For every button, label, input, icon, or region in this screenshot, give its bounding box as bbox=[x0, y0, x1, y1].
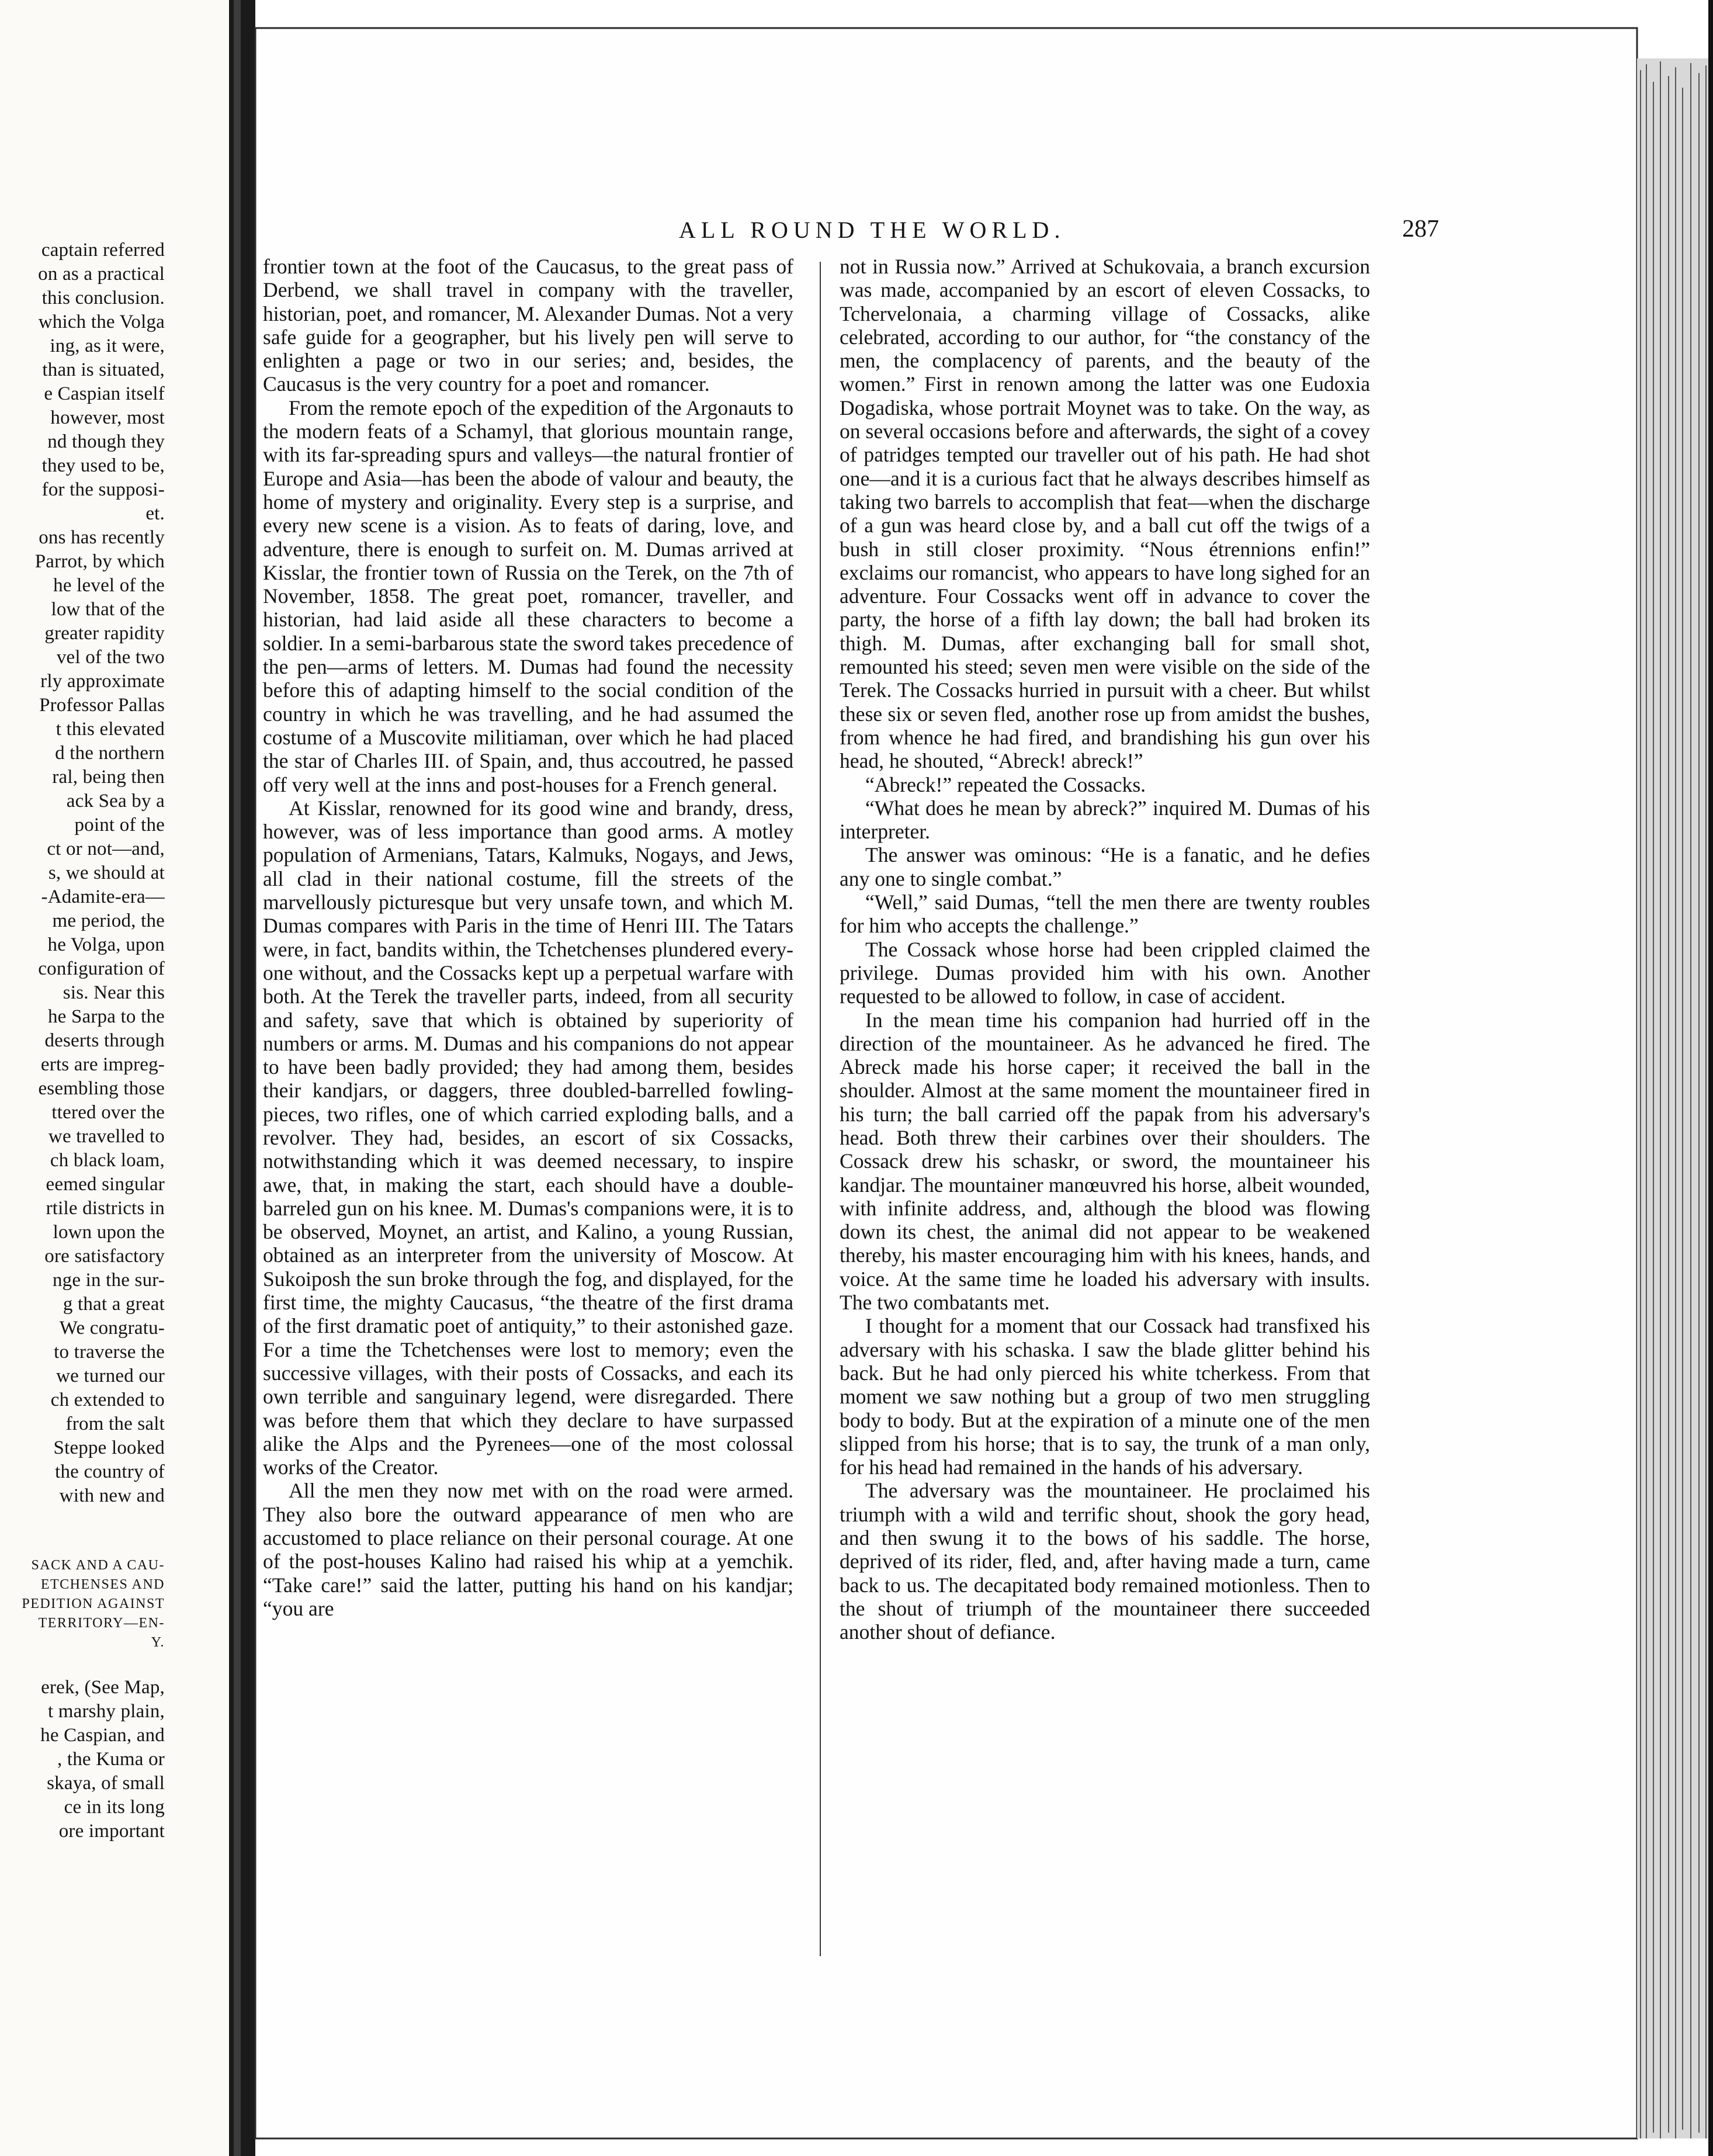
facing-page-caption-line: TERRITORY—EN- bbox=[38, 1616, 165, 1631]
facing-page-line: the country of bbox=[55, 1461, 165, 1482]
facing-page-line: greater rapidity bbox=[44, 623, 165, 644]
article-paragraph: The Cossack whose horse had been crippled claimed the privilege. Dumas provided him with his own. Another requested to be allowed to follow, in case of accident. bbox=[840, 937, 1370, 1008]
article-paragraph: At Kisslar, renowned for its good wine and brandy, dress, however, was of less importance than good arms. A motley population of Armenians, Tatars, Kalmuks, Nogays, and Jews, all clad in their national costume, fill the streets of the marvellously picturesque but very unsafe town, and which M. Dumas compares with Paris in the time of Henri III. The Tatars were, in fact, bandits within, the Tchetchenses plundered every-one without, and the Cossacks kept up a perpetual warfare with both. At the Terek the traveller parts, indeed, from all security and safety, save that which is obtained by superiority of numbers or arms. M. Dumas and his companions do not appear to have been badly provided; they had among them, besides their kandjars, or daggers, three doubled-barrelled fowling-pieces, two rifles, one of which carried exploding balls, and a revolver. They had, besides, an escort of six Cossacks, notwithstanding which it was deemed necessary, to inspire awe, that, in making the start, each should have a double-barreled gun on his knee. M. Dumas's companions were, it is to be observed, Moynet, an artist, and Kalino, a young Russian, obtained as an interpreter from the university of Moscow. At Sukoiposh the sun broke through the fog, and displayed, for the first time, the mighty Caucasus, “the theatre of the first drama of the first dramatic poet of antiquity,” to their astonished gaze. For a time the Tchetchenses were lost to memory; even the successive villages, with their posts of Cossacks, and each its own terrible and sanguinary legend, were disregarded. There was before them that which they declare to have surpassed alike the Alps and the Pyrenees—one of the most colossal works of the Creator. bbox=[263, 796, 793, 1479]
column-rule bbox=[820, 262, 821, 1956]
facing-page-line: to traverse the bbox=[54, 1342, 165, 1363]
facing-page-caption-line: PEDITION AGAINST bbox=[22, 1596, 165, 1611]
article-paragraph: frontier town at the foot of the Caucasus, to the great pass of Derbend, we shall travel in company with the traveller, historian, poet, and romancer, M. Alexander Dumas. Not a very safe guide for a geographer, but his lively pen will serve to enlighten a page or two in our series; and, besides, the Caucasus is the very country for a poet and romancer. bbox=[263, 255, 793, 396]
facing-page-line: we turned our bbox=[56, 1365, 165, 1387]
facing-page-line: e Caspian itself bbox=[44, 383, 165, 404]
facing-page-line: d the northern bbox=[55, 743, 165, 764]
facing-page-line: he level of the bbox=[53, 575, 165, 596]
text-column-left bbox=[263, 255, 793, 1620]
facing-page-line: esembling those bbox=[38, 1078, 165, 1099]
facing-page-line: t this elevated bbox=[56, 719, 165, 740]
facing-page-line: ct or not—and, bbox=[47, 838, 165, 859]
facing-page-line: this conclusion. bbox=[41, 287, 165, 309]
text-column-right bbox=[840, 255, 1370, 1644]
facing-page-line: ons has recently bbox=[39, 527, 165, 548]
facing-page-line: ore satisfactory bbox=[44, 1246, 165, 1267]
facing-page-line: ral, being then bbox=[52, 767, 165, 788]
facing-page-line: rly approximate bbox=[40, 671, 165, 692]
facing-page bbox=[0, 0, 229, 2156]
facing-page-caption-line: ETCHENSES AND bbox=[40, 1577, 165, 1592]
facing-page-line: ce in its long bbox=[64, 1797, 165, 1818]
facing-page-line: he Caspian, and bbox=[40, 1725, 165, 1746]
facing-page-line: Parrot, by which bbox=[34, 551, 165, 572]
facing-page-text bbox=[0, 238, 165, 1843]
article-paragraph: The adversary was the mountaineer. He proclaimed his triumph with a wild and terrific shout, shook the gory head, and then swung it to the bows of his saddle. The horse, deprived of its rider, fled, and, after having made a turn, came back to us. The decapitated body remained motionless. Then to the shout of triumph of the mountaineer there succeeded another shout of defiance. bbox=[840, 1479, 1370, 1644]
facing-page-line: ttered over the bbox=[51, 1102, 165, 1123]
facing-page-line: eemed singular bbox=[46, 1174, 165, 1195]
facing-page-gap bbox=[0, 1508, 165, 1556]
facing-page-line: configuration of bbox=[38, 958, 165, 979]
facing-page-line: erts are impreg- bbox=[40, 1054, 165, 1075]
facing-page-line: erek, (See Map, bbox=[41, 1677, 165, 1698]
facing-page-line: captain referred bbox=[41, 240, 165, 261]
facing-page-line: for the supposi- bbox=[41, 479, 165, 500]
facing-page-line: s, we should at bbox=[48, 862, 165, 883]
facing-page-line: however, most bbox=[50, 407, 165, 428]
facing-page-line: Steppe looked bbox=[53, 1437, 165, 1458]
facing-page-caption-line: SACK AND A CAU- bbox=[31, 1558, 165, 1573]
facing-page-line: Professor Pallas bbox=[39, 695, 165, 716]
facing-page-line: ch black loam, bbox=[50, 1150, 165, 1171]
facing-page-line: low that of the bbox=[51, 599, 165, 620]
facing-page-gap bbox=[0, 1652, 165, 1676]
facing-page-line: ore important bbox=[58, 1821, 165, 1842]
facing-page-line: from the salt bbox=[65, 1413, 165, 1434]
facing-page-line: which the Volga bbox=[38, 311, 165, 332]
facing-page-line: lown upon the bbox=[53, 1222, 165, 1243]
facing-page-line: t marshy plain, bbox=[47, 1701, 165, 1722]
facing-page-line: with new and bbox=[59, 1485, 165, 1506]
facing-page-line: nge in the sur- bbox=[52, 1270, 165, 1291]
facing-page-line: me period, the bbox=[52, 910, 165, 931]
facing-page-line: et. bbox=[145, 503, 165, 524]
facing-page-line: rtile districts in bbox=[46, 1198, 165, 1219]
facing-page-line: vel of the two bbox=[56, 647, 165, 668]
facing-page-line: sis. Near this bbox=[63, 982, 165, 1003]
facing-page-caption-line: Y. bbox=[151, 1635, 165, 1650]
facing-page-line: skaya, of small bbox=[47, 1773, 165, 1794]
facing-page-line: ack Sea by a bbox=[66, 791, 165, 812]
facing-page-line: ch extended to bbox=[50, 1389, 165, 1410]
facing-page-line: they used to be, bbox=[41, 455, 165, 476]
facing-page-line: point of the bbox=[74, 814, 165, 836]
facing-page-line: on as a practical bbox=[38, 264, 165, 285]
article-paragraph: The answer was ominous: “He is a fanatic, and he defies any one to single combat.” bbox=[840, 843, 1370, 890]
facing-page-line: we travelled to bbox=[48, 1126, 165, 1147]
article-paragraph: “Well,” said Dumas, “tell the men there are twenty roubles for him who accepts the challenge.” bbox=[840, 890, 1370, 938]
article-paragraph: In the mean time his companion had hurried off in the direction of the mountaineer. As he advanced he fired. The Abreck made his horse caper; it received the ball in the shoulder. Almost at the same moment the mountaineer fired in his turn; the ball carried off the papak from his adversary's head. Both threw their carbines over their shoulders. The Cossack drew his schaskr, or sword, the mountaineer his kandjar. The mountainer manœuvred his horse, albeit wounded, with infinite address, and, although the blood was flowing down its chest, the animal did not appear to be weakened thereby, his master encouraging him with his knees, hands, and voice. At the same time he loaded his adversary with insults. The two combatants met. bbox=[840, 1008, 1370, 1315]
facing-page-line: g that a great bbox=[63, 1294, 165, 1315]
facing-page-line: , the Kuma or bbox=[57, 1749, 165, 1770]
article-paragraph: “Abreck!” repeated the Cossacks. bbox=[865, 772, 1146, 796]
article-paragraph: From the remote epoch of the expedition of the Argonauts to the modern feats of a Schamyl, that glorious mountain range, with its far-spreading spurs and valleys—the natural frontier of Europe and Asia—has been the abode of valour and beauty, the home of mystery and originality. Every step is a surprise, and every new scene is a vision. As to feats of daring, love, and adventure, there is enough to surfeit on. M. Dumas arrived at Kisslar, the frontier town of Russia on the Terek, on the 7th of November, 1858. The great poet, romancer, traveller, and historian, had laid aside all these characters to become a soldier. In a semi-barbarous state the sword takes precedence of the pen—arms of letters. M. Dumas had found the necessity before this of adapting himself to the social condition of the country in which he was travelling, and he had assumed the costume of a Muscovite militiaman, over which he had placed the star of Charles III. of Spain, and, thus accoutred, he passed off very well at the inns and post-houses for a French general. bbox=[263, 396, 793, 796]
facing-page-line: than is situated, bbox=[42, 359, 165, 380]
facing-page-line: ing, as it were, bbox=[50, 335, 165, 356]
page-number: 287 bbox=[1402, 216, 1439, 242]
article-paragraph: All the men they now met with on the road were armed. They also bore the outward appearance of men who are accustomed to place reliance on their personal courage. At one of the post-houses Kalino had raised his whip at a yemchik. “Take care!” said the latter, putting his hand on his kandjar; “you are bbox=[263, 1479, 793, 1620]
facing-page-line: deserts through bbox=[44, 1030, 165, 1051]
facing-page-line: nd though they bbox=[47, 431, 165, 452]
running-head: ALL ROUND THE WORLD. bbox=[679, 217, 1066, 243]
article-paragraph: “What does he mean by abreck?” inquired M. Dumas of his interpreter. bbox=[840, 796, 1370, 844]
facing-page-line: he Volga, upon bbox=[47, 934, 165, 955]
article-paragraph: I thought for a moment that our Cossack had transfixed his adversary with his schaska. I saw the blade glitter behind his back. But he had only pierced his white tcherkess. From that moment we saw nothing but a group of two men struggling body to body. But at the expiration of a minute one of the men slipped from his horse; that is to say, the trunk of a man only, for his head had remained in the hands of his adversary. bbox=[840, 1314, 1370, 1479]
facing-page-line: he Sarpa to the bbox=[47, 1006, 165, 1027]
facing-page-line: -Adamite-era— bbox=[41, 886, 165, 907]
facing-page-line: We congratu- bbox=[59, 1318, 165, 1339]
article-paragraph: not in Russia now.” Arrived at Schukovaia, a branch excursion was made, accompanied by an escort of eleven Cossacks, to Tchervelonaia, a charming village of Cossacks, alike celebrated, according to our author, for “the constancy of the men, the complacency of parents, and the beauty of the women.” First in renown among the latter was one Eudoxia Dogadiska, whose portrait Moynet was to take. On the way, as on several occasions before and afterwards, the sight of a covey of patridges tempted our traveller out of his path. He had shot one—and it is a curious fact that he always describes himself as taking two barrels to accomplish that feat—when the discharge of a gun was heard close by, and a ball cut off the twigs of a bush in still closer proximity. “Nous étrennions enfin!” exclaims our romancist, who appears to have long sighed for an adventure. Four Cossacks went off in advance to cover the party, the horse of a fifth lay down; the ball had broken its thigh. M. Dumas, after exchanging ball for small shot, remounted his steed; seven men were visible on the side of the Terek. The Cossacks hurried in pursuit with a cheer. But whilst these six or seven fled, another rose up from amidst the bushes, from whence he had fired, and brandishing his gun over his head, he shouted, “Abreck! abreck!” bbox=[840, 255, 1370, 773]
